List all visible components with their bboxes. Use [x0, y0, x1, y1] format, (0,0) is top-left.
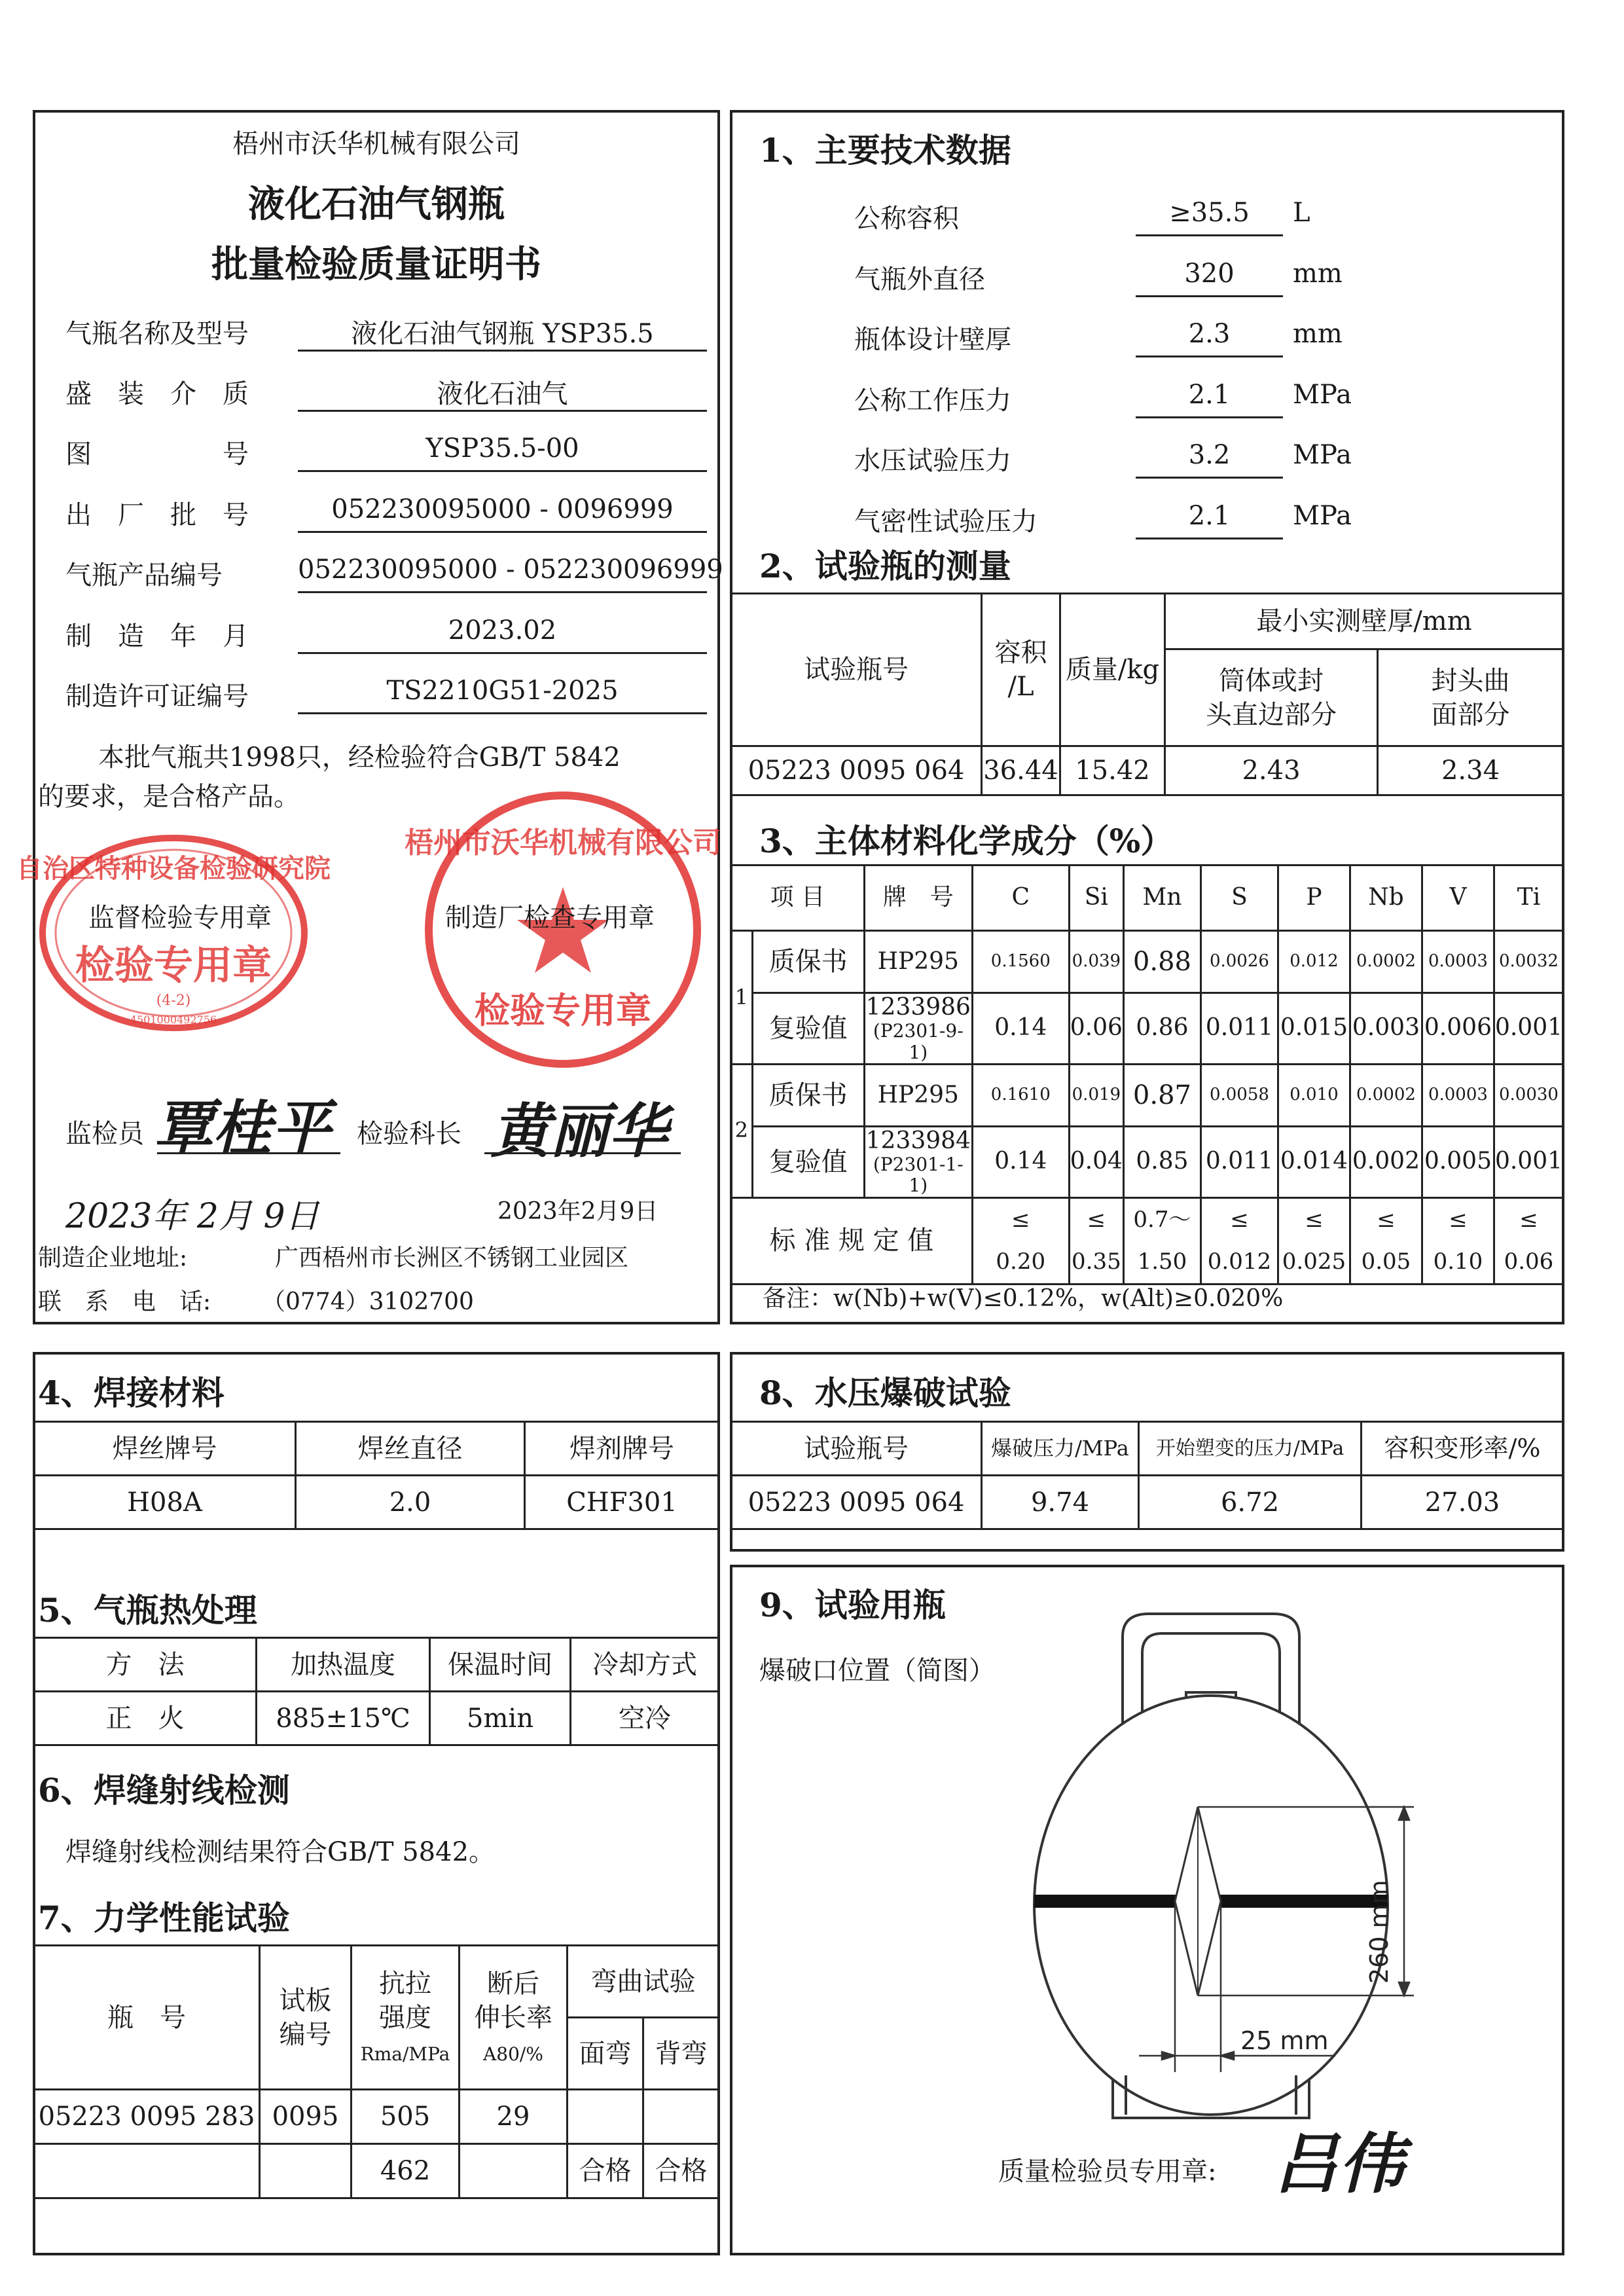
tech-unit-2: mm: [1293, 319, 1343, 349]
chem-standard-5: ≤ 0.05: [1350, 1197, 1422, 1284]
burst-location-caption: 爆破口位置（简图）: [759, 1656, 995, 1686]
chem-value-1-0-7: 0.0030: [1494, 1064, 1563, 1126]
chem-value-0-0-6: 0.0003: [1422, 931, 1494, 993]
col-side-part: 筒体或封 头直边部分: [1165, 649, 1378, 746]
dimension-260mm: 260 mm: [1365, 1880, 1394, 1984]
chem-kind-0-0: 质保书: [752, 931, 864, 993]
heat-method-header: 方 法: [34, 1638, 257, 1692]
chem-value-0-1-2: 0.86: [1123, 993, 1200, 1065]
statement-line-2: 的要求，是合格产品。: [38, 782, 300, 812]
factory-seal-name: 梧州市沃华机械有限公司: [405, 826, 721, 860]
tech-value-2: 2.3: [1188, 319, 1231, 349]
measure-bottle-no: 05223 0095 064: [731, 746, 982, 795]
mech-tensile-2: 462: [352, 2144, 460, 2198]
info-label-6: 制造许可证编号: [65, 682, 249, 712]
chem-element-header-6: V: [1422, 866, 1494, 931]
section-5-title: 5、气瓶热处理: [38, 1591, 257, 1630]
info-value-0: 液化石油气钢瓶 YSP35.5: [351, 319, 654, 349]
chem-standard-7: ≤ 0.06: [1494, 1197, 1563, 1284]
chem-value-1-1-5: 0.002: [1350, 1126, 1422, 1197]
inspector-label: 监检员: [65, 1119, 144, 1149]
chem-value-1-1-1: 0.04: [1069, 1126, 1123, 1197]
section-2-title: 2、试验瓶的测量: [759, 547, 1011, 585]
certificate-title-2: 批量检验质量证明书: [211, 243, 541, 286]
welding-table: [33, 1421, 720, 1530]
burst-bottle-header: 试验瓶号: [731, 1422, 982, 1476]
info-label-1: 盛 装 介 质: [65, 379, 249, 409]
info-value-2: YSP35.5-00: [425, 433, 579, 464]
tech-label-1: 气瓶外直径: [854, 264, 985, 295]
tech-unit-5: MPa: [1293, 501, 1352, 531]
address-value: 广西梧州市长洲区不锈钢工业园区: [275, 1245, 629, 1271]
chem-kind-1-0: 质保书: [752, 1064, 864, 1126]
chem-element-header-4: P: [1278, 866, 1350, 931]
chem-value-0-0-3: 0.0026: [1200, 931, 1278, 993]
address-label: 制造企业地址:: [38, 1245, 188, 1271]
tech-label-2: 瓶体设计壁厚: [854, 325, 1011, 355]
chem-value-1-1-4: 0.014: [1278, 1126, 1350, 1197]
weld-wire-diameter-header: 焊丝直径: [296, 1422, 525, 1476]
chem-value-0-1-1: 0.06: [1069, 993, 1123, 1065]
chem-value-0-0-0: 0.1560: [972, 931, 1069, 993]
chem-value-0-0-5: 0.0002: [1350, 931, 1422, 993]
section-9-title: 9、试验用瓶: [759, 1586, 946, 1624]
tech-value-5: 2.1: [1188, 501, 1231, 531]
tech-label-3: 公称工作压力: [854, 386, 1011, 416]
chem-standard-6: ≤ 0.10: [1422, 1197, 1494, 1284]
chem-value-1-0-1: 0.019: [1069, 1064, 1123, 1126]
chem-grade-0-1: 1233986 (P2301-9-1): [864, 993, 972, 1065]
heat-hold-header: 保温时间: [430, 1638, 571, 1692]
section-6-title: 6、焊缝射线检测: [38, 1771, 290, 1810]
info-value-6: TS2210G51-2025: [386, 676, 619, 706]
weld-flux-grade-header: 焊剂牌号: [525, 1422, 719, 1476]
chem-element-header-5: Nb: [1350, 866, 1422, 931]
company-name: 梧州市沃华机械有限公司: [232, 129, 520, 159]
weld-wire-grade-header: 焊丝牌号: [34, 1422, 296, 1476]
mech-face-bend-1: [568, 2090, 643, 2144]
phone-value: （0774）3102700: [262, 1288, 474, 1315]
weld-wire-grade: H08A: [34, 1476, 296, 1529]
chem-value-0-0-2: 0.88: [1123, 931, 1200, 993]
tech-label-5: 气密性试验压力: [854, 507, 1038, 537]
burst-volume-header: 容积变形率/%: [1362, 1422, 1564, 1476]
chem-grade-header: 牌 号: [864, 866, 972, 931]
mech-back-bend-result: 合格: [643, 2144, 719, 2198]
burst-bottle-no: 05223 0095 064: [731, 1476, 982, 1529]
chemistry-note: 备注：w(Nb)+w(V)≤0.12%，w(Alt)≥0.020%: [763, 1285, 1284, 1312]
measure-volume: 36.44: [982, 746, 1060, 795]
supervision-seal-sub: 检验专用章: [75, 943, 272, 989]
chem-value-0-1-5: 0.003: [1350, 993, 1422, 1065]
chief-signature: 黄丽华: [491, 1097, 668, 1166]
measure-mass: 15.42: [1060, 746, 1165, 795]
chem-standard-4: ≤ 0.025: [1278, 1197, 1350, 1284]
chem-element-header-3: S: [1200, 866, 1278, 931]
heat-treatment-table: [33, 1637, 720, 1746]
supervision-seal-digits: 4501000492756: [130, 1013, 217, 1026]
col-head-part: 封头曲 面部分: [1378, 649, 1564, 746]
heat-temp-header: 加热温度: [257, 1638, 430, 1692]
chem-value-0-1-3: 0.011: [1200, 993, 1278, 1065]
chief-label: 检验科长: [357, 1119, 461, 1149]
mech-tensile-1: 505: [352, 2090, 460, 2144]
chem-value-0-0-1: 0.039: [1069, 931, 1123, 993]
chem-value-0-0-7: 0.0032: [1494, 931, 1563, 993]
statement-line-1: 本批气瓶共1998只，经检验符合GB/T 5842: [98, 742, 621, 773]
chem-standard-1: ≤ 0.35: [1069, 1197, 1123, 1284]
mech-elongation-header: 断后 伸长率 A80/%: [460, 1946, 568, 2090]
mech-back-bend-header: 背弯: [643, 2018, 719, 2090]
chem-value-1-1-0: 0.14: [972, 1126, 1069, 1197]
chem-kind-1-1: 复验值: [752, 1126, 864, 1197]
chem-value-0-1-4: 0.015: [1278, 993, 1350, 1065]
dimension-25mm: 25 mm: [1240, 2026, 1329, 2055]
tech-unit-1: mm: [1293, 259, 1343, 289]
burst-test-table: [730, 1421, 1564, 1530]
chem-grade-1-0: HP295: [864, 1064, 972, 1126]
chem-item-header: 项 目: [731, 866, 865, 931]
section-4-title: 4、焊接材料: [38, 1374, 225, 1412]
chem-value-0-1-7: 0.001: [1494, 993, 1563, 1065]
tech-unit-0: L: [1293, 198, 1310, 228]
info-value-3: 052230095000 - 0096999: [331, 494, 674, 524]
heat-cool-header: 冷却方式: [571, 1638, 719, 1692]
info-label-5: 制 造 年 月: [65, 621, 249, 651]
col-volume: 容积 /L: [982, 594, 1060, 746]
tech-unit-4: MPa: [1293, 440, 1352, 470]
chem-value-1-0-4: 0.010: [1278, 1064, 1350, 1126]
col-min-thickness: 最小实测壁厚/mm: [1165, 594, 1564, 649]
factory-seal-sub: 检验专用章: [475, 989, 651, 1031]
tech-unit-3: MPa: [1293, 380, 1352, 410]
cylinder-drawing: [1008, 1597, 1479, 2141]
chem-value-1-0-3: 0.0058: [1200, 1064, 1278, 1126]
inspection-date-left: 2023年 2月 9日: [65, 1197, 319, 1236]
chem-kind-0-1: 复验值: [752, 993, 864, 1065]
mech-sample-header: 试板 编号: [260, 1946, 352, 2090]
burst-pressure-header: 爆破压力/MPa: [982, 1422, 1139, 1476]
chem-group-no-0: 1: [731, 931, 753, 1065]
heat-method: 正 火: [34, 1692, 257, 1745]
weld-wire-diameter: 2.0: [296, 1476, 525, 1529]
col-mass: 质量/kg: [1060, 594, 1165, 746]
tech-value-4: 3.2: [1188, 440, 1231, 470]
measure-side: 2.43: [1165, 746, 1378, 795]
chem-value-1-0-6: 0.0003: [1422, 1064, 1494, 1126]
chem-standard-label: 标 准 规 定 值: [731, 1197, 973, 1284]
certificate-title-1: 液化石油气钢瓶: [248, 183, 505, 226]
info-value-5: 2023.02: [448, 615, 557, 646]
inspector-stamp-signature: 吕伟: [1273, 2125, 1404, 2202]
col-bottle-no: 试验瓶号: [731, 594, 982, 746]
chem-value-1-0-5: 0.0002: [1350, 1064, 1422, 1126]
mech-back-bend-1: [643, 2090, 719, 2144]
heat-temp: 885±15℃: [257, 1692, 430, 1745]
tech-label-0: 公称容积: [854, 204, 959, 234]
chem-value-0-1-6: 0.006: [1422, 993, 1494, 1065]
chem-value-0-0-4: 0.012: [1278, 931, 1350, 993]
heat-hold: 5min: [430, 1692, 571, 1745]
mechanical-table: [33, 1944, 720, 2199]
chem-standard-2: 0.7～ 1.50: [1123, 1197, 1200, 1284]
chem-value-0-1-0: 0.14: [972, 993, 1069, 1065]
chem-value-1-1-7: 0.001: [1494, 1126, 1563, 1197]
supervision-seal-code: (4-2): [156, 993, 191, 1009]
mech-elongation-1: 29: [460, 2090, 568, 2144]
section-1-title: 1、主要技术数据: [759, 131, 1011, 170]
section-7-title: 7、力学性能试验: [38, 1899, 290, 1937]
info-value-1: 液化石油气: [437, 379, 568, 409]
mech-bottle-no: 05223 0095 283: [34, 2090, 260, 2144]
measurement-table: [730, 592, 1564, 796]
chem-element-header-0: C: [972, 866, 1069, 931]
info-label-4: 气瓶产品编号: [65, 560, 223, 591]
supervision-seal-name: 自治区特种设备检验研究院: [16, 853, 331, 884]
section-8-title: 8、水压爆破试验: [759, 1374, 1011, 1412]
section-3-title: 3、主体材料化学成分（%）: [759, 822, 1174, 860]
chem-value-1-1-3: 0.011: [1200, 1126, 1278, 1197]
chem-value-1-0-2: 0.87: [1123, 1064, 1200, 1126]
info-label-3: 出 厂 批 号: [65, 500, 249, 530]
mech-tensile-header: 抗拉 强度 Rma/MPa: [352, 1946, 460, 2090]
tech-value-1: 320: [1184, 259, 1235, 289]
factory-stamp-label: 制造厂检查专用章: [445, 903, 655, 933]
chem-grade-0-0: HP295: [864, 931, 972, 993]
info-label-0: 气瓶名称及型号: [65, 319, 249, 349]
info-value-4: 052230095000 - 052230096999: [298, 555, 723, 585]
tech-value-3: 2.1: [1188, 380, 1231, 410]
weld-flux-grade: CHF301: [525, 1476, 719, 1529]
tech-label-4: 水压试验压力: [854, 446, 1011, 476]
chemistry-table: [730, 864, 1564, 1285]
chem-standard-0: ≤ 0.20: [972, 1197, 1069, 1284]
chem-value-1-1-2: 0.85: [1123, 1126, 1200, 1197]
mech-bend-header: 弯曲试验: [568, 1946, 719, 2018]
burst-yield: 6.72: [1139, 1476, 1362, 1529]
heat-cool: 空冷: [571, 1692, 719, 1745]
inspector-stamp-label: 质量检验员专用章:: [998, 2157, 1217, 2187]
mech-sample-no: 0095: [260, 2090, 352, 2144]
chem-element-header-7: Ti: [1494, 866, 1563, 931]
burst-volume-change: 27.03: [1362, 1476, 1564, 1529]
inspection-date-right: 2023年2月9日: [497, 1198, 659, 1225]
burst-yield-header: 开始塑变的压力/MPa: [1139, 1422, 1362, 1476]
mech-face-bend-result: 合格: [568, 2144, 643, 2198]
measure-head: 2.34: [1378, 746, 1564, 795]
radiography-result: 焊缝射线检测结果符合GB/T 5842。: [65, 1837, 496, 1867]
chem-element-header-1: Si: [1069, 866, 1123, 931]
chem-value-1-1-6: 0.005: [1422, 1126, 1494, 1197]
chem-value-1-0-0: 0.1610: [972, 1064, 1069, 1126]
supervision-stamp-label: 监督检验专用章: [88, 903, 272, 933]
chem-grade-1-1: 1233984 (P2301-1-1): [864, 1126, 972, 1197]
chem-element-header-2: Mn: [1123, 866, 1200, 931]
phone-label: 联 系 电 话:: [38, 1288, 211, 1315]
inspector-signature: 覃桂平: [154, 1093, 331, 1163]
chem-group-no-1: 2: [731, 1064, 753, 1197]
info-label-2: 图 号: [65, 439, 249, 469]
burst-pressure: 9.74: [982, 1476, 1139, 1529]
mech-face-bend-header: 面弯: [568, 2018, 643, 2090]
chem-standard-3: ≤ 0.012: [1200, 1197, 1278, 1284]
tech-value-0: ≥35.5: [1169, 198, 1250, 228]
mech-bottle-header: 瓶 号: [34, 1946, 260, 2090]
